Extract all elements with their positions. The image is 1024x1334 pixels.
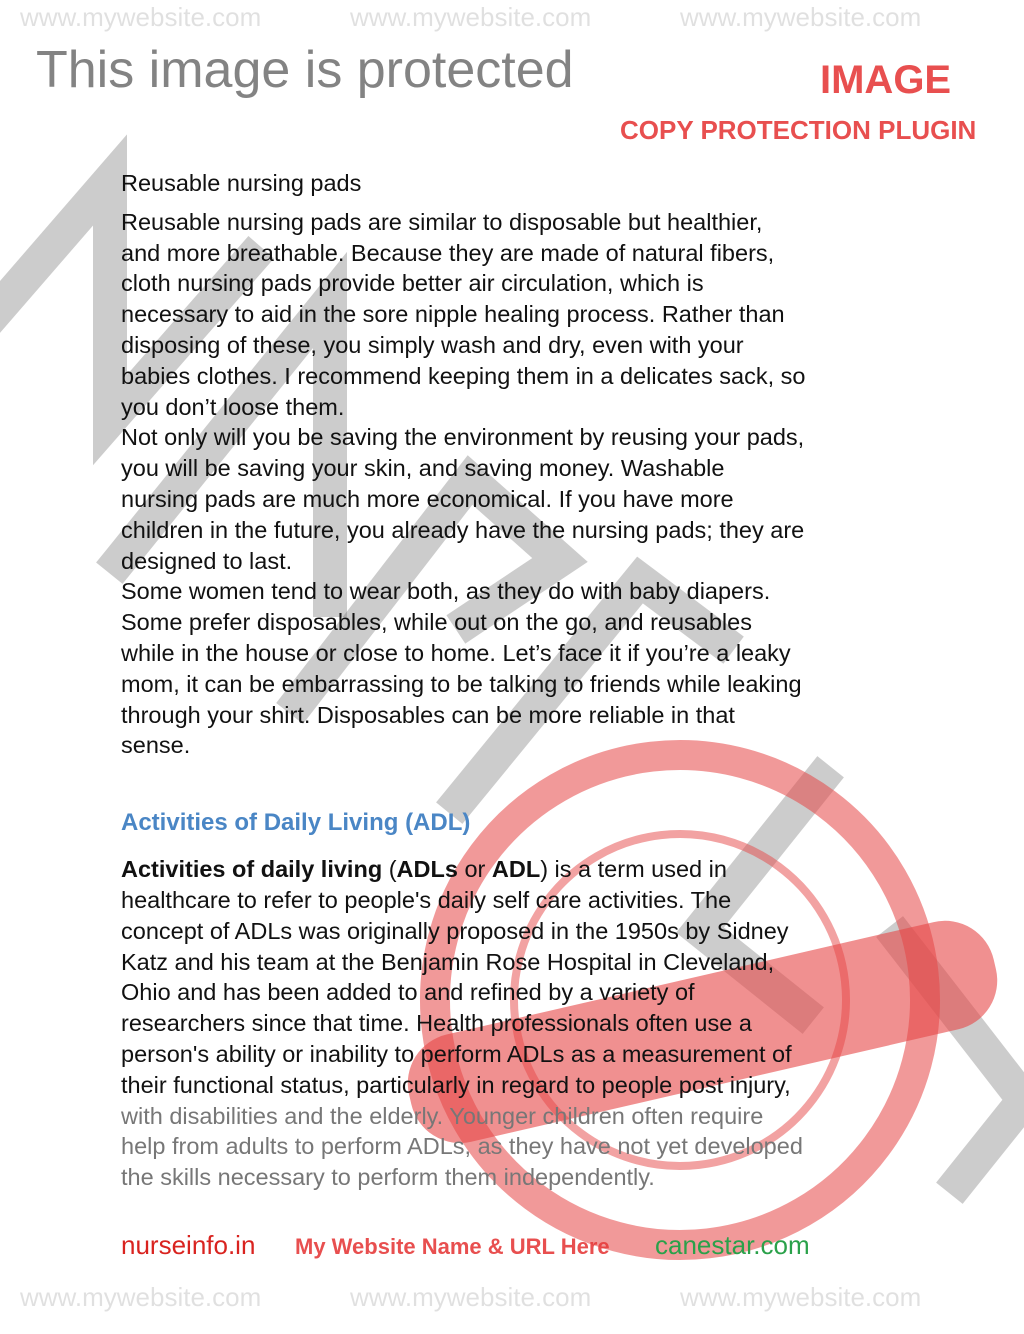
text-line: cloth nursing pads provide better air circulation, which is	[121, 270, 704, 297]
watermark-url: www.mywebsite.com	[350, 1282, 592, 1312]
text-line: mom, it can be embarrassing to be talking to friends while leaking	[121, 670, 802, 697]
text-line: help from adults to perform ADLs, as they have not yet developed	[121, 1133, 803, 1160]
text-line: concept of ADLs was originally proposed in the 1950s by Sidney	[121, 917, 789, 944]
footer-right-site: canestar.com	[655, 1230, 810, 1260]
section-paragraphs	[121, 207, 921, 761]
text-line: Reusable nursing pads are similar to disposable but healthier,	[121, 208, 763, 235]
bold-term: ADLs	[396, 856, 458, 883]
text-line: while in the house or close to home. Let’s face it if you’re a leaky	[121, 639, 791, 666]
text-line: and more breathable. Because they are made of natural fibers,	[121, 239, 775, 266]
text-line: person's ability or inability to perform ADLs as a measurement of	[121, 1040, 792, 1067]
watermark-url: www.mywebsite.com	[20, 1282, 262, 1312]
watermark-url: www.mywebsite.com	[680, 2, 922, 32]
text-line: their functional status, particularly in regard to people post injury,	[121, 1071, 791, 1098]
text: or	[457, 856, 492, 883]
section-title: Reusable nursing pads	[121, 170, 362, 196]
text: (	[382, 856, 397, 883]
text-line: babies clothes. I recommend keeping them in a delicates sack, so	[121, 362, 806, 389]
watermark-url: www.mywebsite.com	[680, 1282, 922, 1312]
text-line: Ohio and has been added to and refined by a variety of	[121, 979, 695, 1006]
text-line: the skills necessary to perform them independently.	[121, 1164, 655, 1191]
adl-first-line	[121, 854, 921, 885]
adl-paragraph-faded	[121, 1101, 921, 1193]
text-line: necessary to aid in the sore nipple healing process. Rather than	[121, 301, 785, 328]
bold-term: ADL	[491, 856, 541, 883]
text-line: children in the future, you already have the nursing pads; they are	[121, 516, 805, 543]
text-line: sense.	[121, 732, 191, 759]
text-line: you don’t loose them.	[121, 393, 345, 420]
text-line: disposing of these, you simply wash and dry, even with your	[121, 331, 744, 358]
text-line: researchers since that time. Health professionals often use a	[121, 1010, 752, 1037]
watermark-url: www.mywebsite.com	[20, 2, 262, 32]
adl-paragraph	[121, 885, 921, 1101]
text-line: nursing pads are much more economical. If you have more	[121, 485, 734, 512]
stamp-top-text: COPY PROTECTION PLUGIN	[620, 115, 977, 145]
section-heading: Activities of Daily Living (ADL)	[121, 809, 471, 837]
text-line: with disabilities and the elderly. Younger children often require	[121, 1102, 764, 1129]
watermark-url: www.mywebsite.com	[350, 2, 592, 32]
footer-left-site: nurseinfo.in	[121, 1230, 256, 1260]
stamp-bottom-text: My Website Name & URL Here	[295, 1234, 610, 1259]
text-line: through your shirt. Disposables can be more reliable in that	[121, 701, 735, 728]
bold-term: Activities of daily living	[121, 856, 383, 883]
text-line: healthcare to refer to people's daily self care activities. The	[121, 886, 732, 913]
text-line: you will be saving your skin, and saving money. Washable	[121, 455, 725, 482]
text-line: Some prefer disposables, while out on the go, and reusables	[121, 609, 752, 636]
text: ) is a term used in	[540, 856, 727, 883]
protected-watermark: This image is protected	[36, 41, 574, 99]
text-line: designed to last.	[121, 547, 293, 574]
text-line: Some women tend to wear both, as they do with baby diapers.	[121, 578, 771, 605]
stamp-band-text: IMAGE	[820, 58, 952, 102]
text-line: Katz and his team at the Benjamin Rose Hospital in Cleveland,	[121, 948, 775, 975]
text-line: Not only will you be saving the environment by reusing your pads,	[121, 424, 805, 451]
document-body	[121, 168, 921, 1193]
